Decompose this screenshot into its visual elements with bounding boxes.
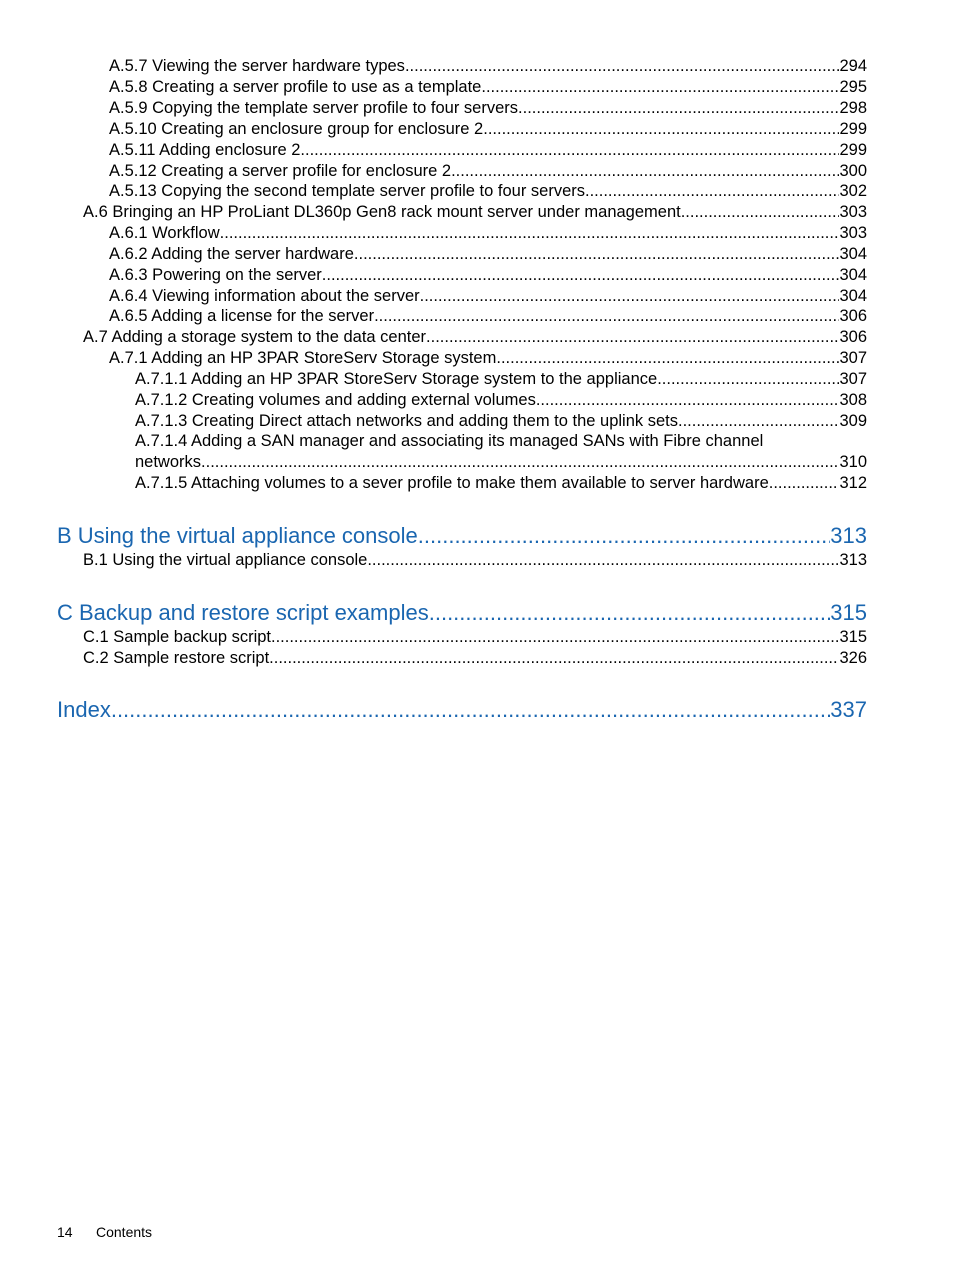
toc-entry-label: A.5.7 Viewing the server hardware types (109, 57, 405, 75)
toc-entry-page: 309 (839, 412, 867, 430)
toc-entry-label: B.1 Using the virtual appliance console (83, 551, 368, 569)
toc-entry-page: 306 (839, 307, 867, 325)
toc-entry[interactable] (109, 140, 867, 161)
toc-entry[interactable] (135, 452, 867, 473)
chapter-link[interactable] (57, 522, 867, 550)
toc-entry-page: 326 (839, 649, 867, 667)
toc-entry-label: A.7.1.5 Attaching volumes to a sever profile to make them available to server hardware (135, 474, 769, 492)
leader-dots (405, 56, 840, 77)
chapter-page: 315 (830, 600, 867, 625)
toc-entry-label: A.7.1 Adding an HP 3PAR StoreServ Storage system (109, 349, 497, 367)
toc-entry-page: 299 (839, 141, 867, 159)
leader-dots (420, 286, 840, 307)
leader-dots (220, 223, 840, 244)
toc-entry-page: 298 (839, 99, 867, 117)
leader-dots (269, 648, 839, 669)
toc-entry[interactable] (83, 550, 867, 571)
chapter-link[interactable] (57, 599, 867, 627)
toc-entry[interactable] (135, 411, 867, 432)
toc-entry-label: A.6.2 Adding the server hardware (109, 245, 354, 263)
leader-dots (201, 452, 839, 473)
footer-page-number: 14 (57, 1224, 73, 1240)
toc-entry[interactable] (109, 98, 867, 119)
toc-entry-page: 315 (839, 628, 867, 646)
toc-entry-label: C.2 Sample restore script (83, 649, 270, 667)
chapter-page: 313 (830, 523, 867, 548)
leader-dots (111, 696, 830, 724)
leader-dots (585, 181, 839, 202)
chapter-title: Index (57, 697, 111, 722)
toc-entry-page: 304 (839, 266, 867, 284)
toc-entry-page: 302 (839, 182, 867, 200)
toc-entry[interactable] (83, 327, 867, 348)
toc-entry-label: A.5.11 Adding enclosure 2 (109, 141, 301, 159)
toc-entry[interactable] (109, 77, 867, 98)
leader-dots (451, 161, 839, 182)
toc-entry-page: 312 (839, 474, 867, 492)
leader-dots (657, 369, 839, 390)
toc-entry[interactable] (135, 473, 867, 494)
leader-dots (300, 140, 839, 161)
toc-entry-label-continuation: networks (135, 453, 202, 471)
leader-dots (429, 599, 831, 627)
leader-dots (374, 306, 839, 327)
toc-entry[interactable] (83, 627, 867, 648)
toc-entry[interactable] (109, 306, 867, 327)
toc-entry[interactable] (109, 181, 867, 202)
leader-dots (518, 98, 839, 119)
toc-entry-page: 307 (839, 349, 867, 367)
leader-dots (271, 627, 839, 648)
chapter-link[interactable] (57, 696, 867, 724)
toc-entry[interactable] (109, 244, 867, 265)
toc-entry-page: 308 (839, 391, 867, 409)
leader-dots (322, 265, 840, 286)
toc-entry-page: 313 (839, 551, 867, 569)
toc-entry[interactable] (83, 202, 867, 223)
toc-entry[interactable] (109, 161, 867, 182)
toc-entry-label: A.6.4 Viewing information about the server (109, 287, 420, 305)
toc-entry-label: A.5.9 Copying the template server profile to four servers (109, 99, 519, 117)
leader-dots (367, 550, 839, 571)
toc-entry-page: 310 (839, 453, 867, 471)
chapter-title: C Backup and restore script examples (57, 600, 429, 625)
toc-entry[interactable] (109, 223, 867, 244)
toc-entry-page: 294 (839, 57, 867, 75)
leader-dots (481, 77, 839, 98)
toc-entry-label[interactable]: A.7.1.4 Adding a SAN manager and associating its managed SANs with Fibre channel (135, 432, 764, 450)
toc-entry-label: A.6.1 Workflow (109, 224, 220, 242)
footer-section-title: Contents (96, 1224, 153, 1240)
leader-dots (681, 202, 840, 223)
toc-entry-page: 295 (839, 78, 867, 96)
toc-entry-label: A.5.12 Creating a server profile for enclosure 2 (109, 162, 452, 180)
toc-entry[interactable] (109, 119, 867, 140)
toc-entry[interactable] (109, 286, 867, 307)
leader-dots (678, 411, 839, 432)
toc-entry-label: A.6.3 Powering on the server (109, 266, 322, 284)
toc-entry-page: 306 (839, 328, 867, 346)
toc-entry-label: A.5.10 Creating an enclosure group for enclosure 2 (109, 120, 484, 138)
leader-dots (769, 473, 840, 494)
toc-entry[interactable] (109, 265, 867, 286)
toc-entry-page: 303 (839, 224, 867, 242)
toc-entry-page: 304 (839, 245, 867, 263)
toc-entry[interactable] (109, 56, 867, 77)
leader-dots (536, 390, 840, 411)
toc-entry-label: A.7.1.2 Creating volumes and adding external volumes (135, 391, 536, 409)
toc-entry[interactable] (135, 390, 867, 411)
leader-dots (483, 119, 839, 140)
leader-dots (354, 244, 840, 265)
leader-dots (426, 327, 839, 348)
leader-dots (418, 522, 831, 550)
chapter-page: 337 (830, 697, 867, 722)
toc-entry-page: 303 (839, 203, 867, 221)
toc-entry-label: A.5.13 Copying the second template server profile to four servers (109, 182, 585, 200)
toc-entry-page: 300 (839, 162, 867, 180)
toc-entry-label: A.7.1.3 Creating Direct attach networks and adding them to the uplink sets (135, 412, 678, 430)
toc-entry[interactable] (135, 369, 867, 390)
toc-entry-label: C.1 Sample backup script (83, 628, 272, 646)
toc-entry-label: A.6.5 Adding a license for the server (109, 307, 375, 325)
chapter-title: B Using the virtual appliance console (57, 523, 418, 548)
toc-entry-label: A.7.1.1 Adding an HP 3PAR StoreServ Storage system to the appliance (135, 370, 658, 388)
toc-entry-label: A.5.8 Creating a server profile to use as a template (109, 78, 482, 96)
toc-entry-page: 307 (839, 370, 867, 388)
toc-entry-page: 299 (839, 120, 867, 138)
toc-entry[interactable] (109, 348, 867, 369)
leader-dots (496, 348, 839, 369)
toc-entry[interactable] (83, 648, 867, 669)
toc-entry-page: 304 (839, 287, 867, 305)
toc-entry-label: A.6 Bringing an HP ProLiant DL360p Gen8 rack mount server under management (83, 203, 681, 221)
toc-entry-label: A.7 Adding a storage system to the data center (83, 328, 427, 346)
